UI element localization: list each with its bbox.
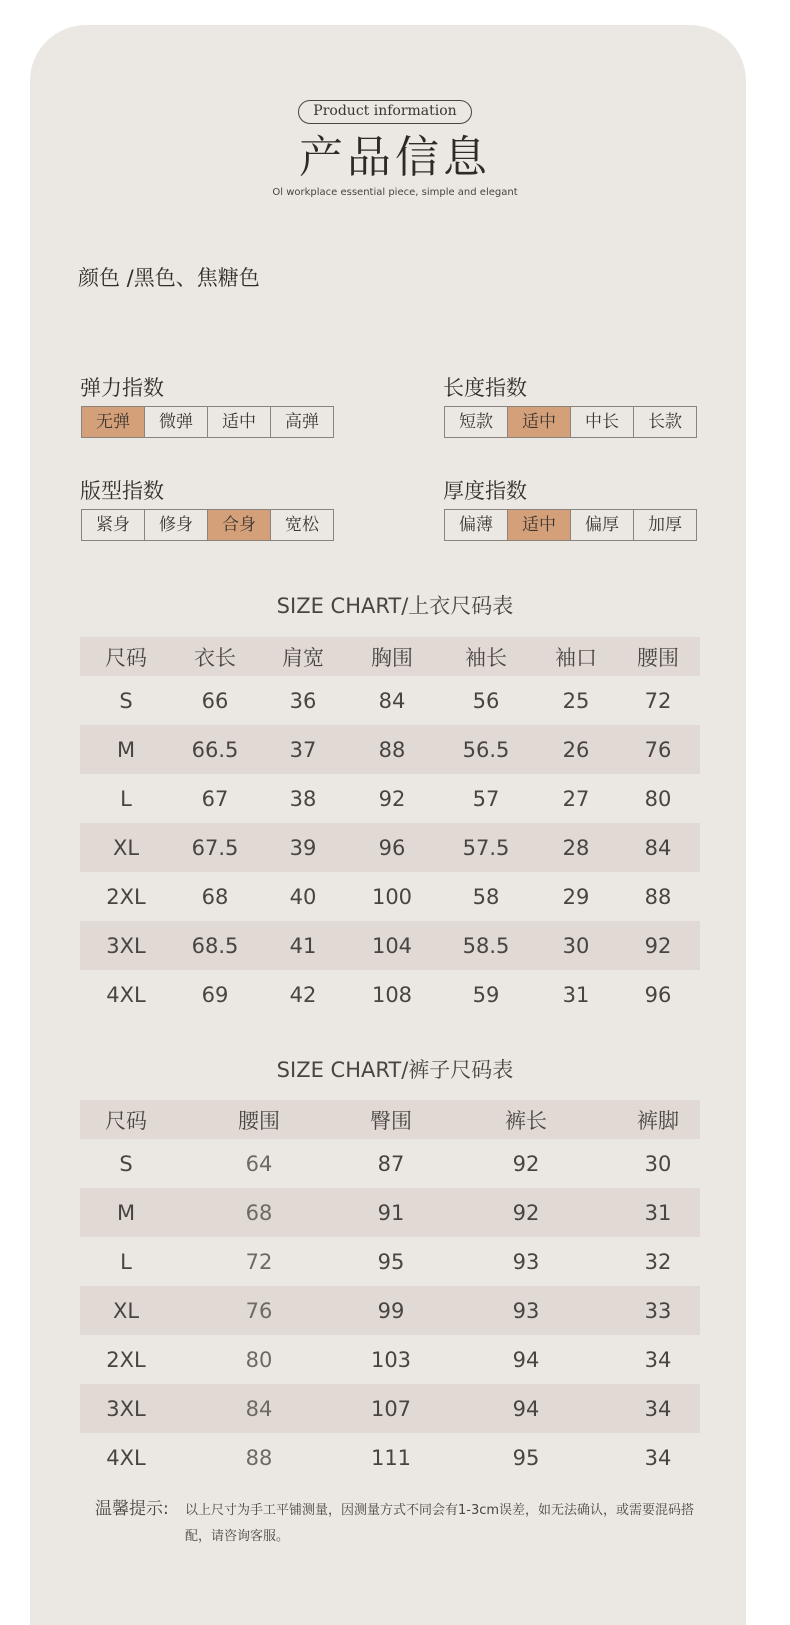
value-cell: 91 bbox=[377, 1200, 405, 1225]
value-cell: 29 bbox=[562, 884, 590, 909]
value-cell: 93 bbox=[512, 1298, 540, 1323]
value-cell: 25 bbox=[562, 688, 590, 713]
top-size-table bbox=[80, 637, 700, 1019]
value-cell: 38 bbox=[289, 786, 317, 811]
pants-size-chart-title: SIZE CHART/裤子尺码表 bbox=[276, 1058, 514, 1082]
value-cell: 103 bbox=[370, 1347, 412, 1372]
table-header-row bbox=[80, 1100, 700, 1139]
value-cell: 58 bbox=[472, 884, 500, 909]
size-cell: L bbox=[120, 786, 132, 811]
length-index-label: 长度指数 bbox=[443, 376, 527, 400]
index-option: 修身 bbox=[145, 510, 208, 540]
value-cell: 93 bbox=[512, 1249, 540, 1274]
value-cell: 68.5 bbox=[191, 933, 239, 958]
value-cell: 111 bbox=[370, 1445, 412, 1470]
size-cell: 3XL bbox=[106, 1396, 146, 1421]
table-row bbox=[80, 1335, 700, 1384]
value-cell: 59 bbox=[472, 982, 500, 1007]
value-cell: 95 bbox=[377, 1249, 405, 1274]
value-cell: 92 bbox=[512, 1151, 540, 1176]
note-text: 以上尺寸为手工平铺测量，因测量方式不同会有1-3cm误差，如无法确认，或需要混码搭配，请咨询客服。 bbox=[185, 1503, 695, 1544]
size-cell: 3XL bbox=[106, 933, 146, 958]
value-cell: 76 bbox=[644, 737, 672, 762]
value-cell: 30 bbox=[562, 933, 590, 958]
pants-size-table bbox=[80, 1100, 700, 1482]
index-option: 适中 bbox=[508, 407, 571, 437]
table-row bbox=[80, 970, 700, 1019]
table-row bbox=[80, 921, 700, 970]
size-cell: S bbox=[119, 1151, 133, 1176]
size-cell: M bbox=[116, 737, 136, 762]
value-cell: 92 bbox=[378, 786, 406, 811]
size-cell: L bbox=[120, 1249, 132, 1274]
header-cell: 裤长 bbox=[505, 1108, 547, 1133]
value-cell: 95 bbox=[512, 1445, 540, 1470]
value-cell: 72 bbox=[245, 1249, 273, 1274]
table-row bbox=[80, 676, 700, 725]
elasticity-index-scale bbox=[81, 406, 334, 438]
value-cell: 66 bbox=[201, 688, 229, 713]
size-cell: 2XL bbox=[106, 884, 146, 909]
index-option: 合身 bbox=[208, 510, 271, 540]
header-cell: 臀围 bbox=[370, 1108, 412, 1133]
value-cell: 33 bbox=[644, 1298, 672, 1323]
size-cell: 4XL bbox=[106, 982, 146, 1007]
product-information-pill: Product information bbox=[298, 100, 472, 124]
header-cell: 袖口 bbox=[555, 645, 597, 670]
index-option: 紧身 bbox=[82, 510, 145, 540]
index-option: 适中 bbox=[508, 510, 571, 540]
value-cell: 56 bbox=[472, 688, 500, 713]
value-cell: 88 bbox=[644, 884, 672, 909]
value-cell: 72 bbox=[644, 688, 672, 713]
value-cell: 76 bbox=[245, 1298, 273, 1323]
value-cell: 37 bbox=[289, 737, 317, 762]
header-cell: 腰围 bbox=[637, 645, 679, 670]
thickness-index-label: 厚度指数 bbox=[443, 479, 527, 503]
value-cell: 28 bbox=[562, 835, 590, 860]
value-cell: 58.5 bbox=[462, 933, 510, 958]
value-cell: 108 bbox=[371, 982, 413, 1007]
value-cell: 30 bbox=[644, 1151, 672, 1176]
value-cell: 88 bbox=[245, 1445, 273, 1470]
value-cell: 32 bbox=[644, 1249, 672, 1274]
header-cell: 胸围 bbox=[371, 645, 413, 670]
table-row bbox=[80, 1384, 700, 1433]
table-row bbox=[80, 774, 700, 823]
size-cell: XL bbox=[112, 835, 140, 860]
index-option: 中长 bbox=[571, 407, 634, 437]
value-cell: 56.5 bbox=[462, 737, 510, 762]
table-row bbox=[80, 872, 700, 921]
value-cell: 39 bbox=[289, 835, 317, 860]
value-cell: 34 bbox=[644, 1445, 672, 1470]
page-title: 产品信息 bbox=[299, 132, 491, 183]
index-option: 长款 bbox=[648, 412, 682, 432]
value-cell: 92 bbox=[644, 933, 672, 958]
size-cell: S bbox=[119, 688, 133, 713]
value-cell: 84 bbox=[644, 835, 672, 860]
color-options: 颜色 /黑色、焦糖色 bbox=[78, 266, 260, 290]
index-option: 高弹 bbox=[285, 412, 319, 432]
table-row bbox=[80, 1286, 700, 1335]
header-cell: 尺码 bbox=[105, 645, 147, 670]
value-cell: 80 bbox=[245, 1347, 273, 1372]
index-option: 微弹 bbox=[145, 407, 208, 437]
value-cell: 66.5 bbox=[191, 737, 239, 762]
table-row bbox=[80, 1433, 700, 1482]
header-cell: 肩宽 bbox=[282, 645, 324, 670]
value-cell: 68 bbox=[201, 884, 229, 909]
value-cell: 84 bbox=[245, 1396, 273, 1421]
header-cell: 腰围 bbox=[238, 1108, 280, 1133]
size-cell: 2XL bbox=[106, 1347, 146, 1372]
index-option: 适中 bbox=[208, 407, 271, 437]
value-cell: 107 bbox=[370, 1396, 412, 1421]
thickness-index-scale bbox=[444, 509, 697, 541]
top-size-chart-title: SIZE CHART/上衣尺码表 bbox=[276, 594, 514, 618]
value-cell: 104 bbox=[371, 933, 413, 958]
value-cell: 94 bbox=[512, 1347, 540, 1372]
value-cell: 40 bbox=[289, 884, 317, 909]
table-row bbox=[80, 1139, 700, 1188]
value-cell: 96 bbox=[378, 835, 406, 860]
header-cell: 衣长 bbox=[194, 645, 236, 670]
value-cell: 80 bbox=[644, 786, 672, 811]
fit-index-label: 版型指数 bbox=[80, 479, 164, 503]
value-cell: 69 bbox=[201, 982, 229, 1007]
value-cell: 67.5 bbox=[191, 835, 239, 860]
value-cell: 84 bbox=[378, 688, 406, 713]
index-option: 加厚 bbox=[648, 515, 682, 535]
size-cell: 4XL bbox=[106, 1445, 146, 1470]
value-cell: 68 bbox=[245, 1200, 273, 1225]
table-header-row bbox=[80, 637, 700, 676]
value-cell: 96 bbox=[644, 982, 672, 1007]
length-index-scale bbox=[444, 406, 697, 438]
index-option: 宽松 bbox=[285, 515, 319, 535]
value-cell: 27 bbox=[562, 786, 590, 811]
value-cell: 57.5 bbox=[462, 835, 510, 860]
table-row bbox=[80, 725, 700, 774]
value-cell: 67 bbox=[201, 786, 229, 811]
value-cell: 36 bbox=[289, 688, 317, 713]
value-cell: 100 bbox=[371, 884, 413, 909]
value-cell: 87 bbox=[377, 1151, 405, 1176]
fit-index-scale bbox=[81, 509, 334, 541]
value-cell: 31 bbox=[562, 982, 590, 1007]
value-cell: 94 bbox=[512, 1396, 540, 1421]
index-option: 偏厚 bbox=[571, 510, 634, 540]
value-cell: 34 bbox=[644, 1396, 672, 1421]
page-subtitle: Ol workplace essential piece, simple and elegant bbox=[272, 187, 518, 198]
value-cell: 26 bbox=[562, 737, 590, 762]
value-cell: 88 bbox=[378, 737, 406, 762]
note-heading: 温馨提示: bbox=[95, 1499, 169, 1519]
header-cell: 裤脚 bbox=[637, 1108, 679, 1133]
value-cell: 34 bbox=[644, 1347, 672, 1372]
elasticity-index-label: 弹力指数 bbox=[80, 376, 164, 400]
header-cell: 尺码 bbox=[105, 1108, 147, 1133]
value-cell: 42 bbox=[289, 982, 317, 1007]
index-option: 偏薄 bbox=[445, 510, 508, 540]
value-cell: 41 bbox=[289, 933, 317, 958]
table-row bbox=[80, 1237, 700, 1286]
value-cell: 31 bbox=[644, 1200, 672, 1225]
size-cell: M bbox=[116, 1200, 136, 1225]
size-cell: XL bbox=[112, 1298, 140, 1323]
value-cell: 99 bbox=[377, 1298, 405, 1323]
table-row bbox=[80, 1188, 700, 1237]
value-cell: 92 bbox=[512, 1200, 540, 1225]
value-cell: 57 bbox=[472, 786, 500, 811]
index-option: 无弹 bbox=[82, 407, 145, 437]
table-row bbox=[80, 823, 700, 872]
value-cell: 64 bbox=[245, 1151, 273, 1176]
header-cell: 袖长 bbox=[465, 645, 507, 670]
index-option: 短款 bbox=[445, 407, 508, 437]
